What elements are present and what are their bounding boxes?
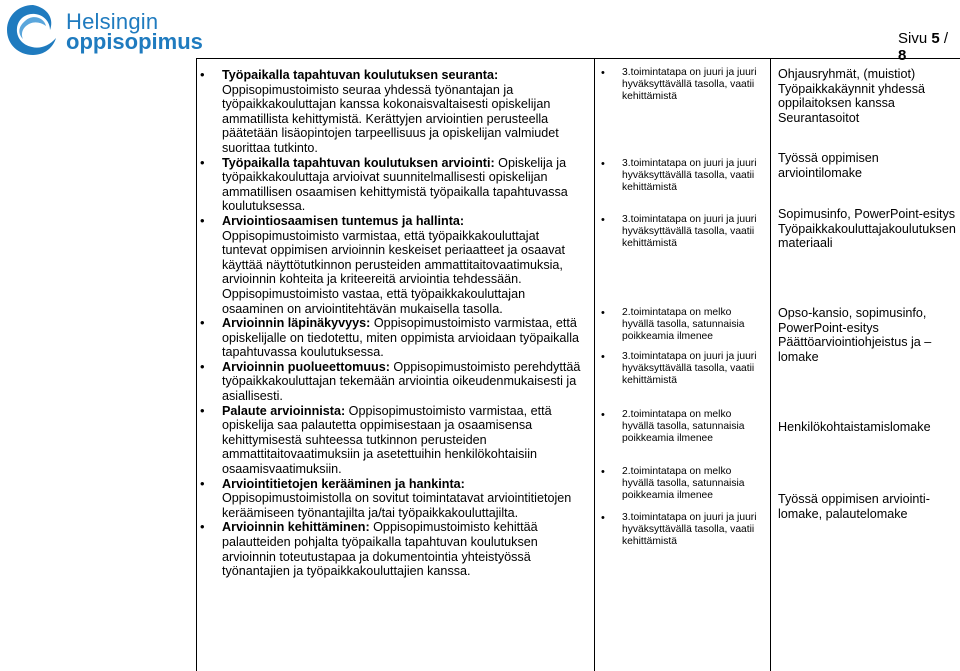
evidence-item: Työssä oppimisen arviointi-lomake, palautelomake — [778, 492, 930, 521]
evidence-item: Työssä oppimisen arviointilomake — [778, 151, 879, 180]
page-total: 8 — [898, 47, 907, 64]
criteria-item — [200, 404, 584, 477]
criteria-title: Arviointitietojen kerääminen ja hankinta: — [222, 476, 465, 491]
page-current: 5 — [931, 30, 940, 47]
criteria-text: Oppisopimustoimisto perehdyttää työpaikkakouluttajan tekemään arviointia oikeudenmukaisesti ja asiallisesti. — [222, 359, 581, 404]
evidence-item: Henkilökohtaistamislomake — [778, 420, 931, 434]
table-left-border — [196, 58, 197, 671]
criteria-title: Työpaikalla tapahtuvan koulutuksen seuranta: — [222, 68, 499, 82]
helsingin-oppisopimus-logo — [4, 2, 204, 58]
logo-text-helsingin: Helsingin — [66, 9, 159, 34]
assessment-level: • 3.toimintatapa on juuri ja juuri hyväksyttävällä tasolla, vaatii kehittämistä — [598, 67, 766, 104]
assessment-level: • 2.toimintatapa on melko hyvällä tasolla, satunnaisia poikkeamia ilmenee — [598, 466, 766, 503]
criteria-item — [200, 316, 584, 360]
evidence-item: Opso-kansio, sopimusinfo, PowerPoint-esitys Päättöarviointiohjeistus ja – lomake — [778, 306, 932, 364]
criteria-item — [200, 360, 584, 404]
criteria-text: Opiskelija ja työpaikkakouluttaja arvioivat suunnitelmallisesti opiskelijan ammatillisen osaamisen kehittymistä työpaikalla tapahtuvassa koulutuksessa. — [222, 155, 568, 214]
criteria-title: Arvioinnin puolueettomuus: — [222, 359, 390, 374]
criteria-title: Palaute arvioinnista: — [222, 403, 346, 418]
criteria-item — [200, 477, 584, 521]
criteria-title: Arvioinnin läpinäkyvyys: — [222, 316, 371, 331]
criteria-item — [200, 156, 584, 214]
criteria-column — [200, 68, 584, 579]
criteria-item — [200, 520, 584, 578]
criteria-title: Arviointiosaamisen tuntemus ja hallinta: — [222, 213, 465, 228]
criteria-list — [200, 68, 584, 579]
criteria-text: Oppisopimustoimisto varmistaa, että opiskelijalle on tiedotettu, miten oppimista arvioidaan työpaikalla tapahtuvassa koulutuksessa. — [222, 316, 580, 360]
assessment-level: • 3.toimintatapa on juuri ja juuri hyväksyttävällä tasolla, vaatii kehittämistä — [598, 158, 766, 195]
assessment-level: • 3.toimintatapa on juuri ja juuri hyväksyttävällä tasolla, vaatii kehittämistä — [598, 351, 766, 388]
table-column-divider-1 — [594, 58, 595, 671]
evidence-item: Sopimusinfo, PowerPoint-esitys Työpaikkakouluttajakoulutuksen materiaali — [778, 207, 956, 251]
criteria-text: Oppisopimustoimisto kehittää palautteiden pohjalta työpaikalla tapahtuvan koulutuksen arvioinnin toteutustapaa ja dokumentointia yhteistyössä työnantajien ja työpaikkakouluttajien kanssa. — [222, 520, 538, 579]
logo-text-oppisopimus: oppisopimus — [66, 29, 203, 54]
page-separator: / — [943, 30, 949, 47]
criteria-text: Oppisopimustoimisto varmistaa, että opiskelija saa palautetta oppimisestaan ja osaamisensa kehittymisestä suhteessa tutkinnon perusteiden ammattitaitovaatimuksiin ja asetettuihin henkilökohtaisiin osaamisvaatimuksiin. — [222, 403, 552, 477]
criteria-item — [200, 214, 584, 316]
criteria-text: Oppisopimustoimisto varmistaa, että työpaikkakouluttajat tuntevat oppimisen arvioinnin keskeiset periaatteet ja osaavat käyttää näyttötutkinnon perusteiden ammattitaitovaatimuksia, arvioinnin kohteita ja kriteereitä arviointia tehdessään. Oppisopimustoimisto vastaa, että työpaikkakouluttajan osaaminen on arviointitehtävän mukaisella tasolla. — [222, 228, 566, 316]
criteria-title: Arvioinnin kehittäminen: — [222, 520, 370, 535]
evidence-item: Ohjausryhmät, (muistiot) Työpaikkakäynnit yhdessä oppilaitoksen kanssa Seurantasoitot — [778, 67, 926, 125]
criteria-text: Oppisopimustoimisto seuraa yhdessä työnantajan ja työpaikkakouluttajan kanssa kokonaisvaltaisesti opiskelijan ammatillista kehittymistä. Kerättyjen arviointien perusteella päätetään lisäopintojen tarpeellisuus ja opiskelijan valmiudet suorittaa tutkinto. — [222, 82, 559, 155]
assessment-level: • 2.toimintatapa on melko hyvällä tasolla, satunnaisia poikkeamia ilmenee — [598, 409, 766, 446]
assessment-level: • 2.toimintatapa on melko hyvällä tasolla, satunnaisia poikkeamia ilmenee — [598, 307, 766, 344]
table-column-divider-2 — [770, 58, 771, 671]
criteria-title: Työpaikalla tapahtuvan koulutuksen arviointi: — [222, 155, 495, 170]
page-label: Sivu — [898, 30, 928, 47]
assessment-level: • 3.toimintatapa on juuri ja juuri hyväksyttävällä tasolla, vaatii kehittämistä — [598, 512, 766, 549]
table-top-border — [196, 58, 960, 59]
criteria-item — [200, 68, 584, 156]
assessment-level: • 3.toimintatapa on juuri ja juuri hyväksyttävällä tasolla, vaatii kehittämistä — [598, 214, 766, 251]
criteria-text: Oppisopimustoimistolla on sovitut toimintatavat arviointitietojen keräämiseen työnantajilta ja/tai työpaikkakouluttajilta. — [222, 491, 572, 520]
logo-swirl-icon — [4, 2, 62, 58]
